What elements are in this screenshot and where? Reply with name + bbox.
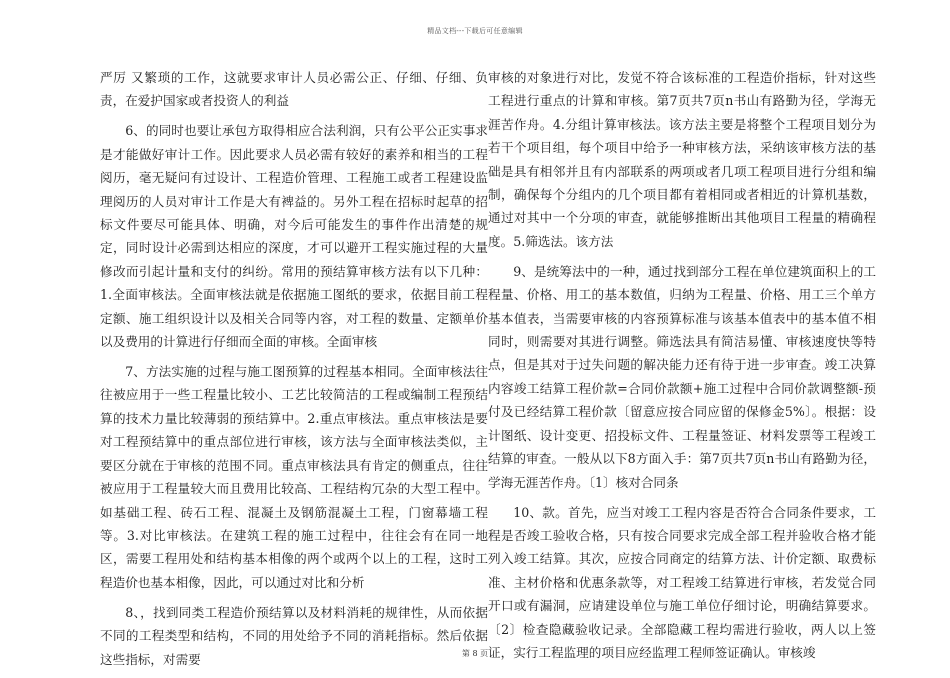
paragraph: 6、的同时也要让承包方取得相应合法利润，只有公平公正实事求是才能做好审计工作。因此要求人员必需有较好的素养和相当的工程阅历，毫无疑问有过设计、工程造价管理、工程施工或者工程建设监理阅历的人员对审计工作是大有裨益的。另外工程在招标时起草的招标文件要尽可能具体、明确，对今后可能发生的事件作出清楚的规定，同时设计必需到达相应的深度，才可以避开工程实施过程的大量修改而引起计量和支付的纠纷。常用的预结算审核方法有以下几种：1.全面审核法。全面审核法就是依据施工图纸的要求，依据目前工程定额、施工组织设计以及相关合同等内容，对工程的数量、定额单价以及费用的计算进行仔细而全面的审核。全面审核 [100, 123, 488, 350]
right-column [488, 66, 876, 671]
paragraph: 审核的对象进行对比，发觉不符合该标准的工程造价指标，针对这些工程进行重点的计算和审核。第7页共7页n书山有路勤为径，学海无涯苦作舟。4.分组计算审核法。该方法主要是将整个工程项目划分为若干个项目组，每个项目中给予一种审核方法，采纳该审核方法的基础是具有相邻并且有内部联系的两项或者几项工程项目进行分组和编制，确保每个分组内的几个项目都有着相同或者相近的计算机基数，通过对其中一个分项的审查，就能够推断出其他项目工程量的精确程度。5.筛选法。该方法 [488, 70, 876, 249]
paragraph: 严厉 又繁琐的工作，这就要求审计人员必需公正、仔细、仔细、负责，在爱护国家或者投资人的利益 [100, 70, 488, 109]
page-number: 第 8 页 [461, 649, 489, 658]
paragraph: 8、，找到同类工程造价预结算以及材料消耗的规律性，从而依据不同的工程类型和结构，不同的用处给予不同的消耗指标。然后依据这些指标，对需要 [100, 604, 488, 667]
paragraph: 7、方法实施的过程与施工图预算的过程基本相同。全面审核法往往被应用于一些工程量比较小、工艺比较简洁的工程或编制工程预结算的技术力量比较薄弱的预结算中。2.重点审核法。重点审核法是要对工程预结算中的重点部位进行审核，该方法与全面审核法类似，主要区分就在于审核的范围不同。重点审核法具有肯定的侧重点，往往被应用于工程量较大而且费用比较高、工程结构冗杂的大型工程中。如基础工程、砖石工程、混凝土及钢筋混凝土工程，门窗幕墙工程等。3.对比审核法。在建筑工程的施工过程中，往往会有在同一地区，需要工程用处和结构基本相像的两个或两个以上的工程，这时工程造价也基本相像，因此，可以通过对比和分析 [100, 364, 488, 590]
page-header: 精品文档---下载后可任意编辑 [427, 27, 523, 35]
paragraph: 9、是统筹法中的一种，通过找到部分工程在单位建筑面积上的工程量、价格、用工的基本数值，归纳为工程量、价格、用工三个单方基本值表，当需要审核的内容预算标准与该基本值表中的基本值不相同时，则需要对其进行调整。筛选法具有简洁易懂、审核速度快等特点，但是其对于过失问题的解决能力还有待于进一步审查。竣工决算内容竣工结算工程价款=合同价款额+施工过程中合同价款调整额-预付及已经结算工程价款〔留意应按合同应留的保修金5%〕。根据：设计图纸、设计变更、招投标文件、工程量签证、材料发票等工程竣工结算的审查。一般从以下8方面入手：第7页共7页n书山有路勤为径，学海无涯苦作舟。〔1〕核对合同条 [488, 263, 876, 490]
paragraph: 10、款。首先，应当对竣工工程内容是否符合合同条件要求，工程是否竣工验收合格，只有按合同要求完成全部工程并验收合格才能列入竣工结算。其次，应按合同商定的结算方法、计价定额、取费标准、主材价格和优惠条款等，对工程竣工结算进行审核，若发觉合同开口或有漏洞，应请建设单位与施工单位仔细讨论，明确结算要求。〔2〕检查隐藏验收记录。全部隐藏工程均需进行验收，两人以上签证，实行工程监理的项目应经监理工程师签证确认。审核竣 [488, 504, 876, 660]
left-column [100, 66, 488, 678]
